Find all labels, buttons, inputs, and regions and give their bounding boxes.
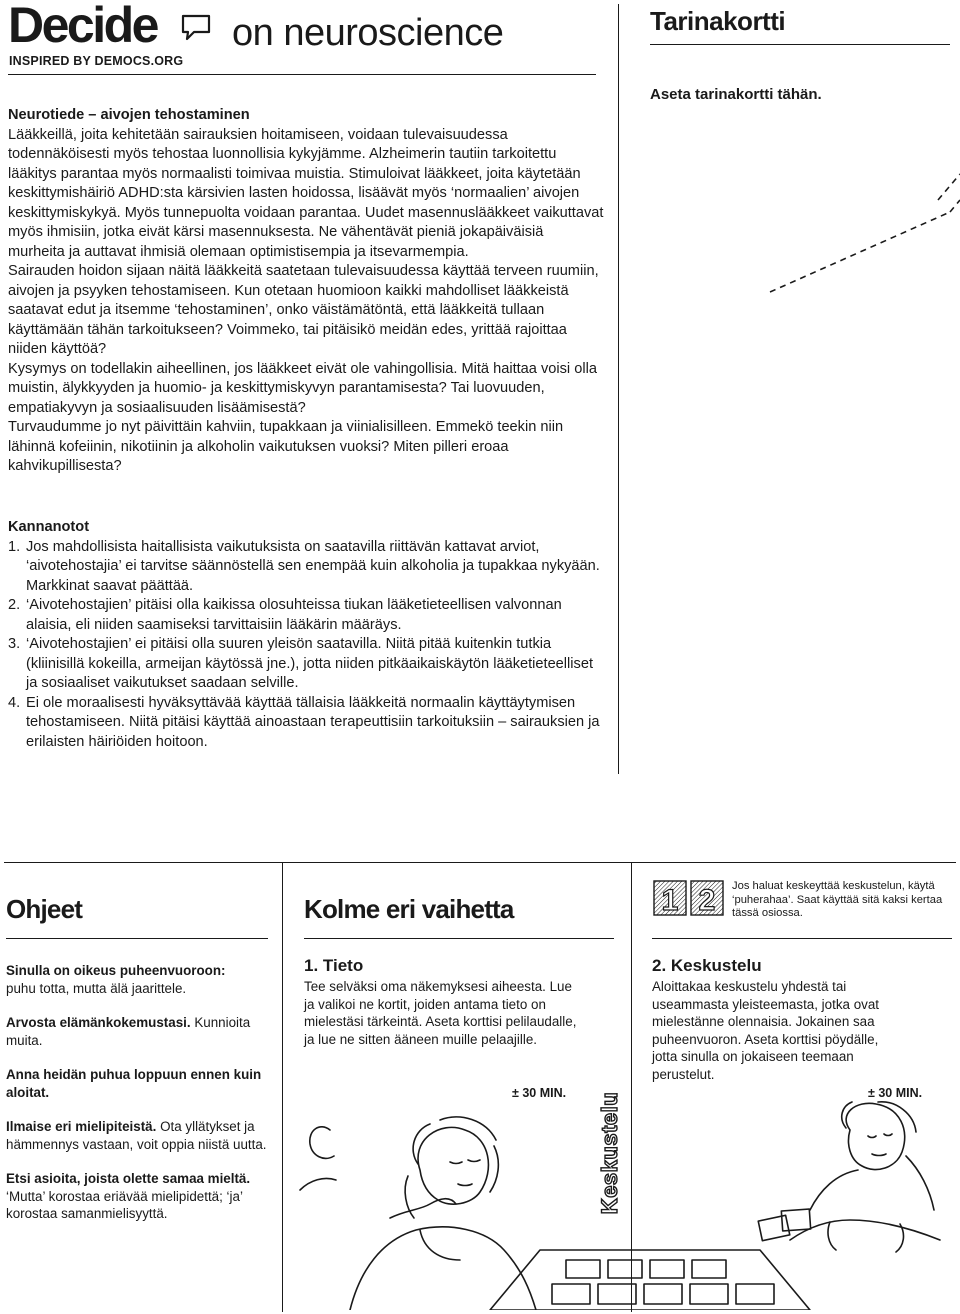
position-item xyxy=(8,694,604,753)
phases-divider-right xyxy=(652,938,952,939)
position-number: 3. xyxy=(8,636,21,652)
phase-2-title: 2. Keskustelu xyxy=(652,956,762,975)
phase-1-title: 1. Tieto xyxy=(304,956,364,975)
column-divider xyxy=(618,4,619,774)
article-heading: Neurotiede – aivojen tehostaminen xyxy=(8,107,250,123)
instruction-item xyxy=(6,1118,276,1153)
logo-wordmark: Decide xyxy=(8,0,157,53)
positions-heading: Kannanotot xyxy=(8,519,90,535)
instruction-item xyxy=(6,1066,276,1101)
story-card-divider xyxy=(650,44,950,45)
header-divider xyxy=(8,74,596,75)
talk-token-icons xyxy=(653,880,725,916)
speech-bubble-icon xyxy=(180,13,212,43)
phase-2-text: Aloittakaa keskustelu yhdestä tai useammasta yleisteemasta, jotka ovat mielestänne olennaisia. Jokainen saa puheenvuoron. Aseta korttisi pöydälle, jotta sinulla on jokaiseen teemaan perustelut. xyxy=(652,979,880,1082)
bottom-column-divider-1 xyxy=(282,862,283,1312)
instructions-list xyxy=(6,962,276,1240)
instruction-text: Kunnioita muita. xyxy=(6,1015,251,1048)
phase-1-time: ± 30 MIN. xyxy=(512,1086,567,1100)
position-item xyxy=(8,596,604,635)
topic-title: on neuroscience xyxy=(232,12,504,54)
decide-logo xyxy=(8,0,218,68)
instruction-bold: Etsi asioita, joista olette samaa mieltä. xyxy=(6,1171,251,1186)
instruction-item xyxy=(6,1170,276,1223)
vertical-label-text: Keskustelu xyxy=(597,1091,622,1215)
position-text: ‘Aivotehostajien’ ei pitäisi olla suuren yleisön saatavilla. Niitä pitää kuitenkin tutkia (kliinisillä kokeilla, armeijan käytössä jne.), jotta niiden pitkäaikaiskäytön lääketieteelliset ja sosiaaliset vaikutukset saadaan selville. xyxy=(26,636,593,691)
position-number: 1. xyxy=(8,538,21,555)
position-item xyxy=(8,538,604,597)
players-illustration xyxy=(290,1100,956,1310)
card-placement-dashed-line xyxy=(760,170,960,300)
article-paragraph-1: Lääkkeillä, joita kehitetään sairauksien hoitamiseen, voidaan tulevaisuudessa todennäköisesti myös tehostaa luonnollisia kykyjämme. Alzheimerin tautiin tarkoitettu lääkitys parantaa myös normaalisti toimivaa muistia. Stimuloivat lääkkeet, joita käytetään keskittymishäiriö ADHD:sta kärsivien lasten hoidossa, lisäävät myös ‘normaalien’ aivojen keskittymiskykyä. Myös tunnepuolta voidaan parantaa. Uudet masennuslääkkeet vaikuttavat myös ihmisiin, jotka eivät kärsi masennuksesta. Ne vähentävät pieniä jokapäiväisiä murheita ja auttavat ihmisiä olemaan optimistisempia ja itsevarmempia. xyxy=(8,126,604,260)
story-card-title: Tarinakortti xyxy=(650,6,786,36)
instructions-title: Ohjeet xyxy=(6,894,83,924)
instruction-text: puhu totta, mutta älä jaarittele. xyxy=(6,980,187,996)
story-card-hint: Aseta tarinakortti tähän. xyxy=(650,86,822,103)
position-number: 4. xyxy=(8,694,21,711)
position-text: ‘Aivotehostajien’ pitäisi olla kaikissa olosuhteissa tiukan lääketieteellisen valvonnan alaisia, eli niiden saamiseksi tarvittaisiin lääkärin määräys. xyxy=(26,597,562,633)
phases-title: Kolme eri vaihetta xyxy=(304,894,514,924)
instruction-text: Ota yllätykset ja hämmennys vastaan, voit oppia niistä uutta. xyxy=(6,1119,267,1152)
article-paragraph-2: Sairauden hoidon sijaan näitä lääkkeitä saatetaan tulevaisuudessa käyttää terveen ruumiin, aivojen ja psyyken tehostamiseen. Kun otetaan huomioon kaikki mahdolliset lääkkeistä saatavat edut ja itsemme ‘tehostaminen’, onko väistämätöntä, että lääkkeitä tullaan käyttämään tähän tarkoitukseen? Voimmeko, tai pitäisikö meidän edes, yrittää rajoittaa niiden käyttöä? xyxy=(8,263,599,357)
instruction-bold: Anna heidän puhua loppuun ennen kuin aloitat. xyxy=(6,1067,262,1100)
article-paragraph-3: Kysymys on todellakin aiheellinen, jos lääkkeet eivät ole vahingollisia. Mitä haittaa voisi olla muistin, älykkyyden ja huomio- ja keskittymiskyvyn parantamisesta? Tai luovuuden, empatiakyvyn ja sosiaalisuuden lisäämisestä? xyxy=(8,360,597,416)
article-paragraph-4: Turvaudumme jo nyt päivittäin kahviin, tupakkaan ja viinialisilleen. Emmekö teekin niin lähinnä kofeiinin, nikotiinin ja alkoholin vaikutuksen vuoksi? Miten pilleri eroaa kahvikupillisesta? xyxy=(8,419,564,474)
positions-section xyxy=(8,518,604,752)
instruction-text: ‘Mutta’ korostaa eriävää mielipidettä; ‘ja’ korostaa samanmielisyyttä. xyxy=(6,1188,243,1221)
instruction-bold: Ilmaise eri mielipiteistä. xyxy=(6,1119,157,1134)
instruction-item xyxy=(6,1014,276,1049)
position-item xyxy=(8,635,604,694)
token-label-1: 1 xyxy=(661,884,679,916)
position-text: Jos mahdollisista haitallisista vaikutuksista on saatavilla riittävän kattavat arviot, ‘aivotehostajia’ ei tarvitse säännöstellä sen enempää kuin alkoholia ja tupakkaa nykyään. Markkinat saavat päättää. xyxy=(26,538,600,594)
bottom-divider xyxy=(4,862,956,863)
phase-2-time: ± 30 MIN. xyxy=(868,1086,923,1100)
phases-divider xyxy=(304,938,614,939)
logo-subtitle: INSPIRED BY DEMOCS.ORG xyxy=(9,54,184,68)
phase-1-text: Tee selväksi oma näkemyksesi aiheesta. Lue ja valikoi ne kortit, joiden antama tieto on mielestäsi tärkeintä. Aseta korttisi pelilaudalle, ja lue ne sitten ääneen muille pelaajille. xyxy=(304,979,577,1047)
talk-token-note: Jos haluat keskeyttää keskustelun, käytä ‘puherahaa’. Saat käyttää sitä kaksi kertaa tässä osiossa. xyxy=(732,880,943,919)
main-article xyxy=(8,106,604,477)
token-label-2: 2 xyxy=(698,884,716,916)
instruction-bold: Arvosta elämänkokemustasi. xyxy=(6,1015,191,1030)
instruction-bold: Sinulla on oikeus puheenvuoroon: xyxy=(6,963,226,978)
position-text: Ei ole moraalisesti hyväksyttävää käyttää tällaisia lääkkeitä normaalin käyttäytymisen tehostamiseen. Niitä pitäisi käyttää ainoastaan terapeuttisiin tarkoituksiin – sairauksien ja erilaisten häiriöiden hoitoon. xyxy=(26,694,600,750)
instructions-divider xyxy=(6,938,268,939)
instruction-item xyxy=(6,962,276,997)
position-number: 2. xyxy=(8,597,21,613)
